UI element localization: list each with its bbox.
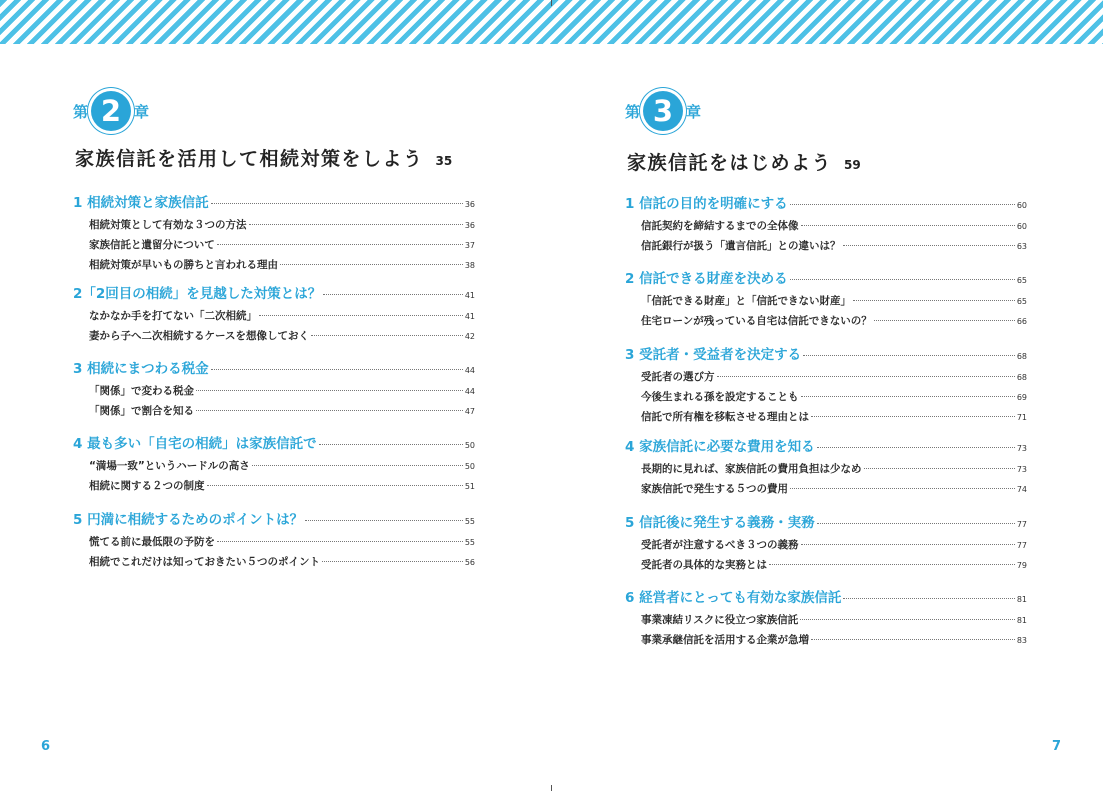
entry-title: 信託で所有権を移転させる理由とは xyxy=(641,411,809,423)
page-number: 60 xyxy=(1016,201,1027,210)
toc-section-heading[interactable] xyxy=(625,435,1027,455)
toc-section xyxy=(625,343,1027,429)
toc-section xyxy=(625,435,1027,501)
chapter-title xyxy=(75,144,452,171)
dot-leader xyxy=(790,279,1015,280)
page-number: 50 xyxy=(464,462,475,471)
dot-leader xyxy=(843,245,1015,246)
entry-title: 事業凍結リスクに役立つ家族信託 xyxy=(641,614,799,626)
toc-entry[interactable] xyxy=(641,481,1027,496)
page-number: 41 xyxy=(464,312,475,321)
toc-entry[interactable] xyxy=(641,369,1027,384)
toc-entry[interactable] xyxy=(641,557,1027,572)
toc-entry[interactable] xyxy=(89,237,475,252)
dot-leader xyxy=(811,639,1015,640)
dot-leader xyxy=(717,376,1015,377)
chapter-title xyxy=(627,148,861,175)
entry-title: 受託者が注意するべき３つの義務 xyxy=(641,539,799,551)
page-number: 68 xyxy=(1016,352,1027,361)
entry-title: 相続でこれだけは知っておきたい５つのポイント xyxy=(89,556,320,568)
chapter-title-text: 家族信託を活用して相続対策をしよう xyxy=(75,148,424,170)
page-number: 56 xyxy=(464,558,475,567)
toc-section xyxy=(625,267,1027,333)
dot-leader xyxy=(259,315,463,316)
entry-title: 今後生まれる孫を設定することも xyxy=(641,391,799,403)
page-number: 79 xyxy=(1016,561,1027,570)
page-number: 65 xyxy=(1016,276,1027,285)
entry-title: 「信託できる財産」と「信託できない財産」 xyxy=(641,295,851,307)
dot-leader xyxy=(217,244,463,245)
chapter-page-number: 35 xyxy=(435,154,453,168)
toc-section xyxy=(625,511,1027,577)
toc-section-heading[interactable] xyxy=(625,343,1027,363)
toc-section-heading[interactable] xyxy=(73,432,475,452)
dot-leader xyxy=(280,264,463,265)
page-folio: 7 xyxy=(1052,739,1062,754)
entry-title: 家族信託と遺留分について xyxy=(89,239,215,251)
dot-leader xyxy=(874,320,1015,321)
dot-leader xyxy=(323,294,463,295)
toc-entry[interactable] xyxy=(641,218,1027,233)
entry-title: 住宅ローンが残っている自宅は信託できないの？ xyxy=(641,315,872,327)
dot-leader xyxy=(211,369,463,370)
entry-title: 「関係」で割合を知る xyxy=(89,405,194,417)
toc-section xyxy=(73,432,475,498)
dot-leader xyxy=(801,544,1015,545)
dot-leader xyxy=(305,520,463,521)
page-number: 44 xyxy=(464,366,475,375)
dot-leader xyxy=(211,203,463,204)
section-title: 5 円満に相続するためのポイントは？ xyxy=(73,512,304,528)
toc-section-heading[interactable] xyxy=(73,508,475,528)
toc-section xyxy=(73,357,475,423)
page-number: 68 xyxy=(1016,373,1027,382)
dot-leader xyxy=(249,224,463,225)
dot-leader xyxy=(252,465,463,466)
entry-title: 慌てる前に最低限の予防を xyxy=(89,536,215,548)
entry-title: 家族信託で発生する５つの費用 xyxy=(641,483,788,495)
dot-leader xyxy=(322,561,463,562)
page-number: 73 xyxy=(1016,444,1027,453)
toc-section xyxy=(625,192,1027,258)
toc-entry[interactable] xyxy=(89,308,475,323)
toc-section-heading[interactable] xyxy=(625,586,1027,606)
chapter-prefix: 第 xyxy=(625,102,641,121)
chapter-suffix: 章 xyxy=(134,102,150,121)
dot-leader xyxy=(811,416,1015,417)
entry-title: 「関係」で変わる税金 xyxy=(89,385,194,397)
dot-leader xyxy=(803,355,1015,356)
toc-section xyxy=(73,508,475,574)
toc-entry[interactable] xyxy=(641,612,1027,627)
dot-leader xyxy=(196,390,463,391)
toc-entry[interactable] xyxy=(89,478,475,493)
chapter-number-badge: 2 xyxy=(91,91,131,131)
entry-title: 長期的に見れば、家族信託の費用負担は少なめ xyxy=(641,463,862,475)
entry-title: 事業承継信託を活用する企業が急増 xyxy=(641,634,809,646)
entry-title: “満場一致”というハードルの高さ xyxy=(89,460,250,472)
dot-leader xyxy=(311,335,463,336)
page-number: 47 xyxy=(464,407,475,416)
chapter-title-text: 家族信託をはじめよう xyxy=(627,152,833,174)
entry-title: 相続対策として有効な３つの方法 xyxy=(89,219,247,231)
dot-leader xyxy=(217,541,463,542)
chapter-prefix: 第 xyxy=(73,102,89,121)
toc-entry[interactable] xyxy=(89,257,475,272)
toc-entry[interactable] xyxy=(641,313,1027,328)
toc-entry[interactable] xyxy=(89,403,475,418)
page-number: 65 xyxy=(1016,297,1027,306)
page-number: 44 xyxy=(464,387,475,396)
toc-entry[interactable] xyxy=(641,238,1027,253)
dot-leader xyxy=(319,444,463,445)
toc-entry[interactable] xyxy=(89,458,475,473)
toc-entry[interactable] xyxy=(89,217,475,232)
dot-leader xyxy=(196,410,463,411)
dot-leader xyxy=(790,488,1015,489)
toc-entry[interactable] xyxy=(89,383,475,398)
page-number: 77 xyxy=(1016,541,1027,550)
page-number: 69 xyxy=(1016,393,1027,402)
section-title: 5 信託後に発生する義務・実務 xyxy=(625,515,815,531)
page-number: 74 xyxy=(1016,485,1027,494)
section-title: 4 家族信託に必要な費用を知る xyxy=(625,439,815,455)
dot-leader xyxy=(801,396,1015,397)
page-number: 36 xyxy=(464,221,475,230)
toc-entry[interactable] xyxy=(641,409,1027,424)
page-number: 38 xyxy=(464,261,475,270)
page-number: 42 xyxy=(464,332,475,341)
page-number: 36 xyxy=(464,200,475,209)
section-title: 4 最も多い「自宅の相続」は家族信託で xyxy=(73,436,317,452)
page-number: 73 xyxy=(1016,465,1027,474)
page-number: 51 xyxy=(464,482,475,491)
chapter-number-badge: 3 xyxy=(643,91,683,131)
toc-section-heading[interactable] xyxy=(73,191,475,211)
chapter-label xyxy=(625,88,701,134)
toc-entry[interactable] xyxy=(641,293,1027,308)
section-title: 1 相続対策と家族信託 xyxy=(73,195,209,211)
toc-section-heading[interactable] xyxy=(625,192,1027,212)
chapter-label xyxy=(73,88,149,134)
chapter-page-number: 59 xyxy=(844,158,861,172)
toc-section-heading[interactable] xyxy=(73,357,475,377)
toc-section-heading[interactable] xyxy=(625,267,1027,287)
page-number: 60 xyxy=(1016,222,1027,231)
section-title: 3 相続にまつわる税金 xyxy=(73,361,209,377)
chapter-suffix: 章 xyxy=(686,102,702,121)
toc-entry[interactable] xyxy=(641,537,1027,552)
section-title: 3 受託者・受益者を決定する xyxy=(625,347,802,363)
toc-section-heading[interactable] xyxy=(73,282,475,302)
entry-title: 信託契約を締結するまでの全体像 xyxy=(641,220,799,232)
dot-leader xyxy=(207,485,463,486)
toc-section xyxy=(625,586,1027,652)
page-number: 81 xyxy=(1016,595,1027,604)
toc-section xyxy=(73,282,475,348)
dot-leader xyxy=(843,598,1014,599)
entry-title: 信託銀行が扱う「遺言信託」との違いは？ xyxy=(641,240,841,252)
section-title: 2「2回目の相続」を見越した対策とは？ xyxy=(73,286,322,302)
dot-leader xyxy=(769,564,1015,565)
entry-title: なかなか手を打てない「二次相続」 xyxy=(89,310,257,322)
page-number: 71 xyxy=(1016,413,1027,422)
page-number: 63 xyxy=(1016,242,1027,251)
page-number: 55 xyxy=(464,538,475,547)
dot-leader xyxy=(853,300,1015,301)
entry-title: 妻から子へ二次相続するケースを想像しておく xyxy=(89,330,309,342)
entry-title: 受託者の選び方 xyxy=(641,371,715,383)
toc-entry[interactable] xyxy=(641,389,1027,404)
toc-entry[interactable] xyxy=(89,554,475,569)
toc-section xyxy=(73,191,475,277)
entry-title: 相続に関する２つの制度 xyxy=(89,480,205,492)
page-number: 41 xyxy=(464,291,475,300)
page-number: 83 xyxy=(1016,636,1027,645)
entry-title: 相続対策が早いもの勝ちと言われる理由 xyxy=(89,259,278,271)
section-title: 2 信託できる財産を決める xyxy=(625,271,788,287)
page-number: 81 xyxy=(1016,616,1027,625)
toc-entry[interactable] xyxy=(89,534,475,549)
section-title: 6 経営者にとっても有効な家族信託 xyxy=(625,590,842,606)
toc-entry[interactable] xyxy=(641,461,1027,476)
dot-leader xyxy=(800,619,1015,620)
dot-leader xyxy=(790,204,1015,205)
page-number: 50 xyxy=(464,441,475,450)
page-number: 77 xyxy=(1016,520,1027,529)
dot-leader xyxy=(864,468,1015,469)
dot-leader xyxy=(801,225,1015,226)
right-page xyxy=(552,0,1103,791)
page-number: 37 xyxy=(464,241,475,250)
dot-leader xyxy=(817,523,1015,524)
page-number: 55 xyxy=(464,517,475,526)
toc-section-heading[interactable] xyxy=(625,511,1027,531)
page-number: 66 xyxy=(1016,317,1027,326)
section-title: 1 信託の目的を明確にする xyxy=(625,196,788,212)
entry-title: 受託者の具体的な実務とは xyxy=(641,559,767,571)
page-folio: 6 xyxy=(41,739,51,754)
toc-entry[interactable] xyxy=(641,632,1027,647)
dot-leader xyxy=(817,447,1015,448)
toc-entry[interactable] xyxy=(89,328,475,343)
left-page xyxy=(0,0,551,791)
